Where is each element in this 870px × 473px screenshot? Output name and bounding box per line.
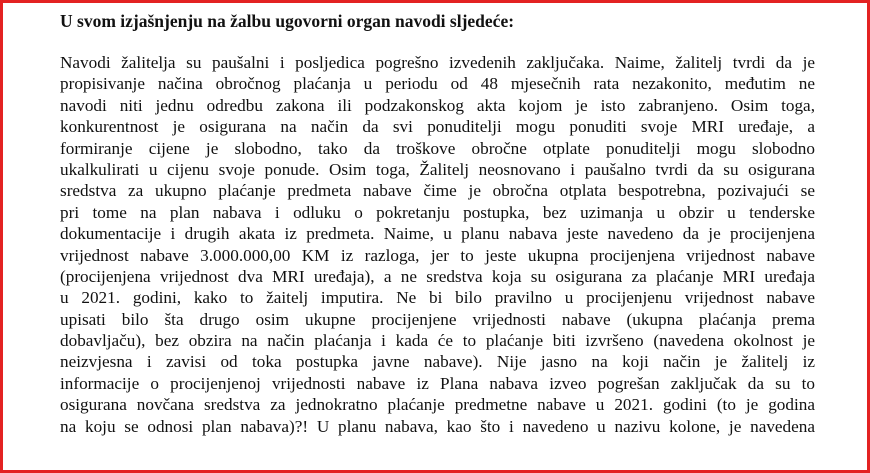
- text-line: pri tome na plan nabava i odluku o pokretanju postupka, bez uzimanja u obzir u tenderske: [60, 202, 815, 222]
- text-line: formiranje cijene je slobodno, tako da troškove obročne otplate ponuditelji mogu slobodno: [60, 138, 815, 158]
- text-line: vrijednost nabave 3.000.000,00 KM iz razloga, jer to jeste ukupna procijenjena vrijednost nabave: [60, 245, 815, 265]
- text-line: navodi niti jednu odredbu zakona ili podzakonskog akta kojom je isto zabranjeno. Osim toga,: [60, 95, 815, 115]
- text-line: u 2021. godini, kako to žaitelj imputira. Ne bi bilo pravilno u procijenjenu vrijednost nabave: [60, 288, 815, 308]
- text-line: Navodi žalitelja su paušalni i posljedica pogrešno izvedenih zaključaka. Naime, žalitelj tvrdi da je: [60, 53, 815, 72]
- text-line: propisivanje načina obročnog plaćanja u periodu od 48 mjesečnih rata nezakonito, međutim ne: [60, 74, 815, 94]
- text-line: ukalkulirati u cijenu svoje ponude. Osim toga, Žalitelj neosnovano i paušalno tvrdi da su osigurana: [60, 159, 815, 179]
- document-content: [60, 9, 815, 437]
- text-line: na koju se odnosi plan nabava)?! U planu nabava, kao što i navedeno u nazivu kolone, je navedena: [60, 416, 815, 436]
- document-body: [60, 52, 815, 437]
- text-line: (procijenjena vrijednost dva MRI uređaja), a ne sredstva koja su osigurana za plaćanje MRI uređaja: [60, 266, 815, 286]
- text-line: dobavljaču), bez obzira na način plaćanja i kada će to plaćanje biti izvršeno (navedena okolnost je: [60, 331, 815, 351]
- text-line: konkurentnost je osigurana na način da svi ponuditelji mogu ponuditi svoje MRI uređaje, a: [60, 117, 815, 137]
- text-line: neizvjesna i zavisi od toka postupka javne nabave). Nije jasno na koji način je žalitelj iz: [60, 352, 815, 372]
- text-line: dokumentacije i drugih akata iz predmeta. Naime, u planu nabava jeste navedeno da je procijenjena: [60, 224, 815, 244]
- text-line: upisati bilo šta drugo osim ukupne procijenjene vrijednosti nabave (ukupna plaćanja prema: [60, 309, 815, 329]
- document-heading: U svom izjašnjenju na žalbu ugovorni organ navodi sljedeće:: [60, 11, 515, 31]
- text-line: informacije o procijenjenoj vrijednosti nabave iz Plana nabava izveo pogrešan zaključak da su to: [60, 373, 815, 393]
- text-line: osigurana novčana sredstva za jednokratno plaćanje predmetne nabave u 2021. godini (to je godina: [60, 395, 815, 415]
- text-line: sredstva za ukupno plaćanje predmeta nabave čime je obročna otplata bespotrebna, pozivajući se: [60, 181, 815, 201]
